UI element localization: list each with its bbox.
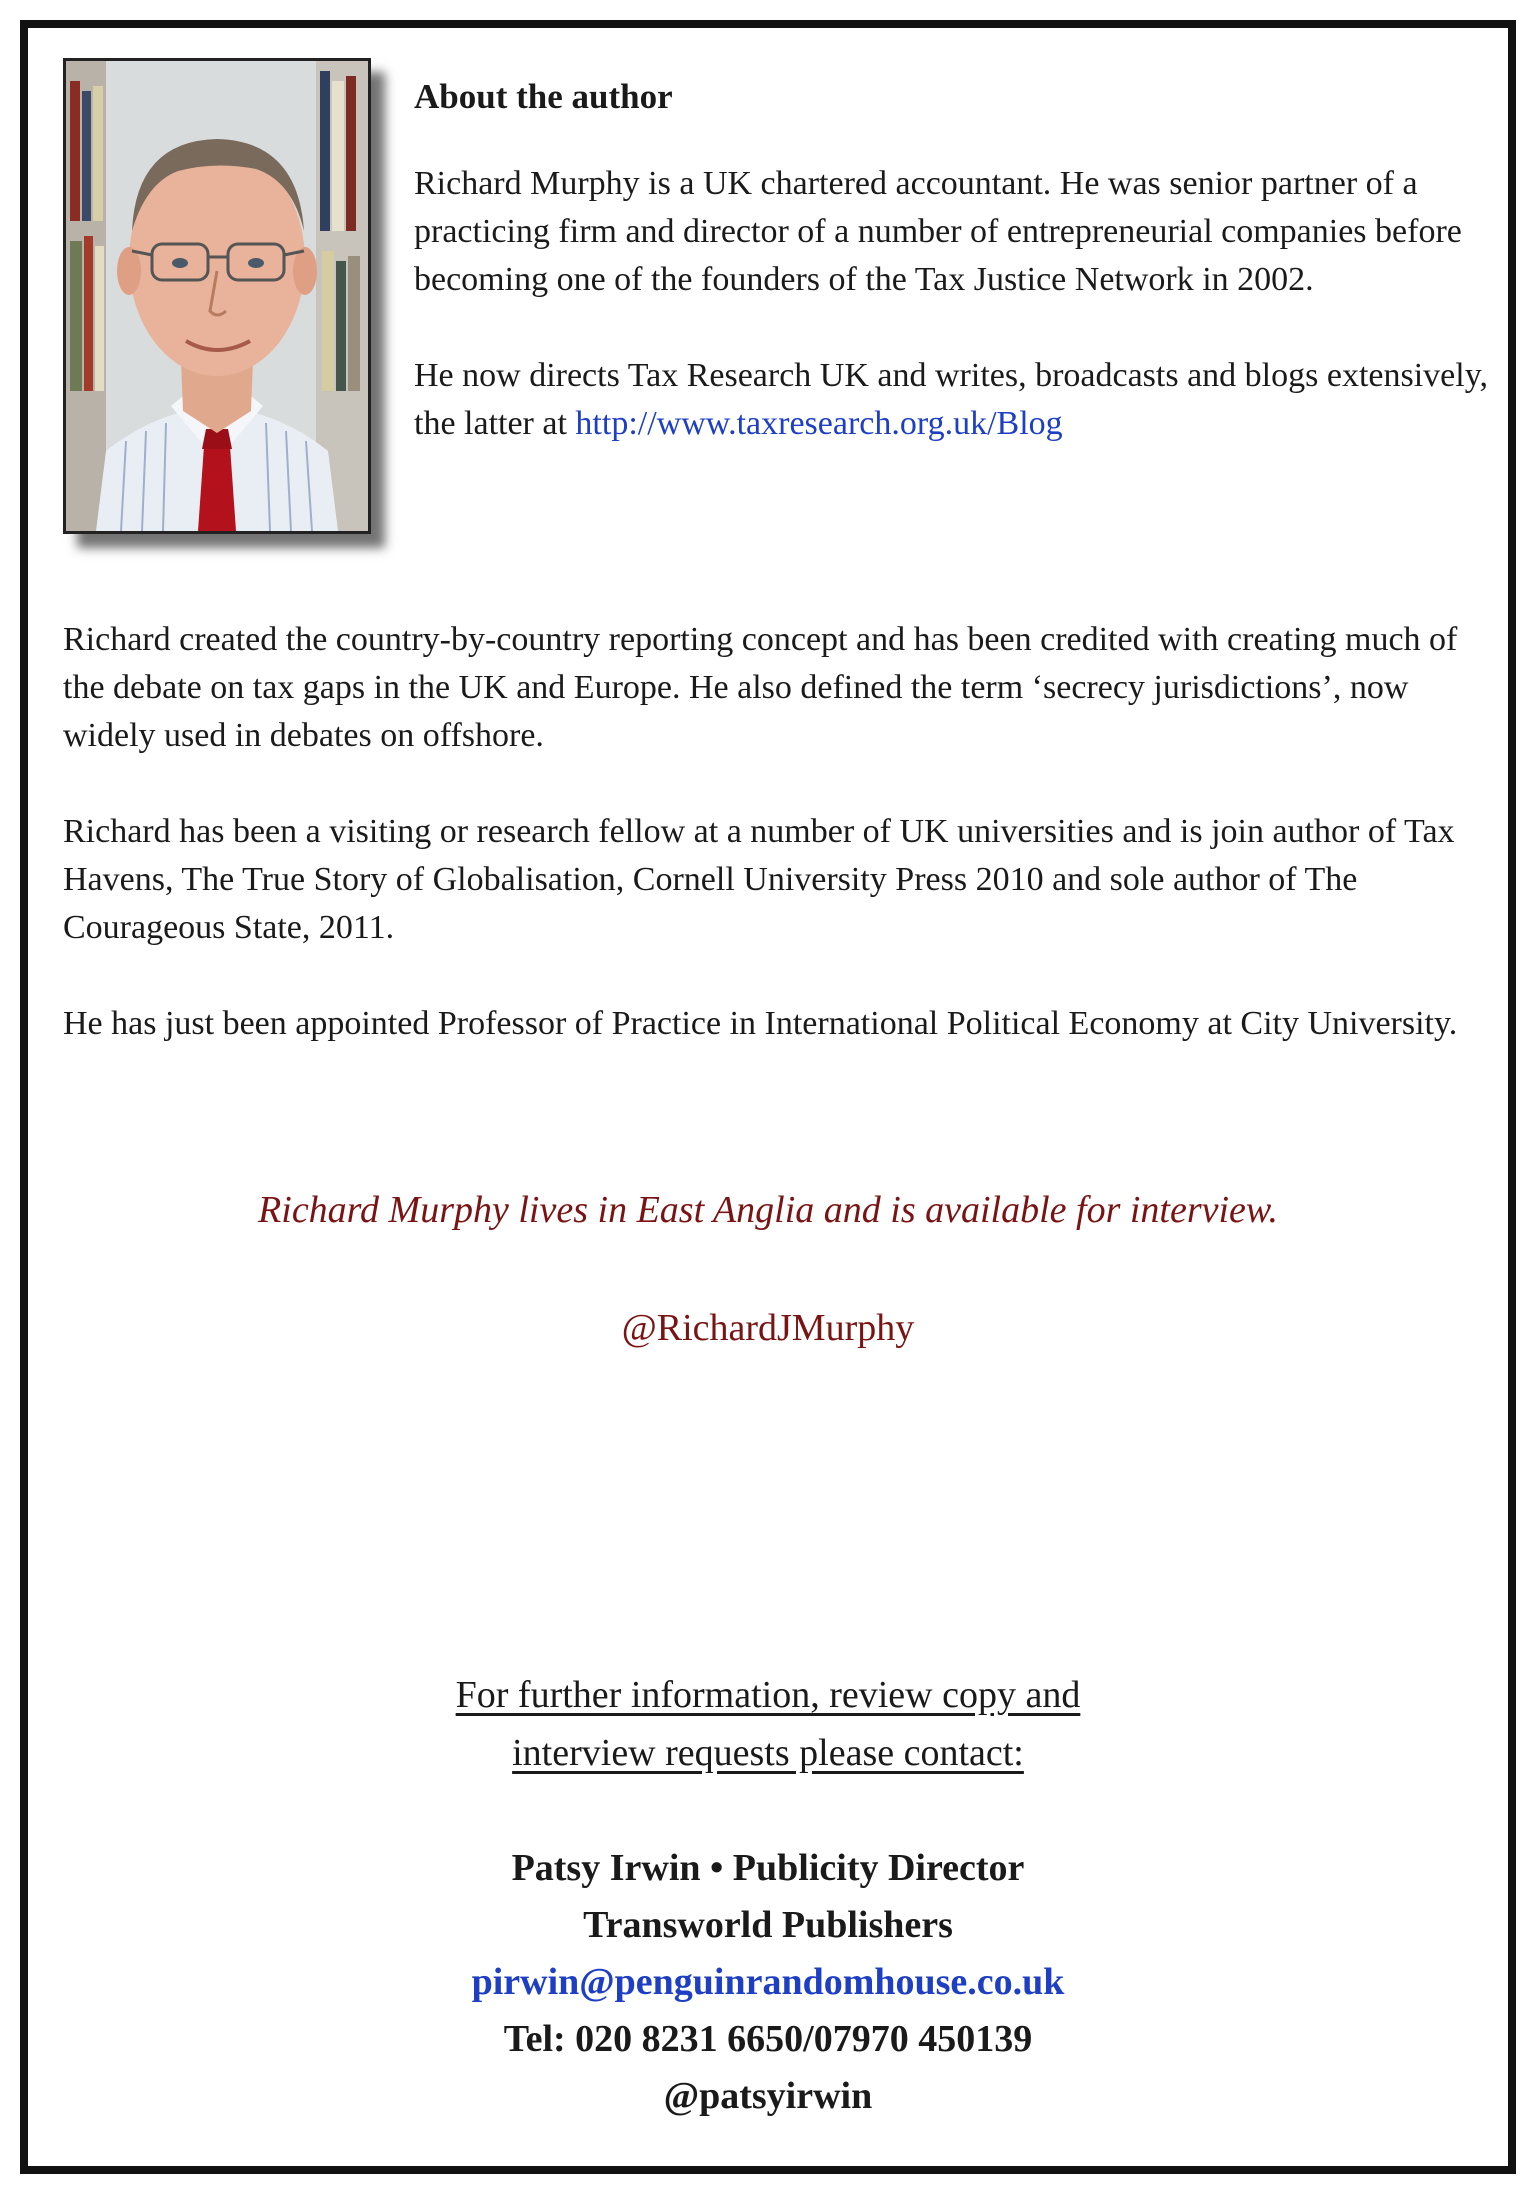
contact-lead-line-1: For further information, review copy and <box>455 1674 1081 1716</box>
bio-paragraph-3: Richard created the country-by-country reporting concept and has been credited with creating much of the debate on tax gaps in the UK and Europe. He also defined the term ‘secrecy jurisdictions’, now widely used in debates on offshore. <box>63 621 1458 754</box>
bio-paragraph-4: Richard has been a visiting or research fellow at a number of UK universities and is join author of Tax Havens, The True Story of Globalisation, Cornell University Press 2010 and sole author of The Courageous State, 2011. <box>63 813 1455 946</box>
contact-publisher: Transworld Publishers <box>583 1904 953 1946</box>
about-heading: About the author <box>414 77 673 116</box>
about-section <box>414 76 1494 496</box>
contact-name-title: Patsy Irwin • Publicity Director <box>511 1847 1025 1889</box>
contact-twitter[interactable]: @patsyirwin <box>663 2075 873 2117</box>
availability-note: Richard Murphy lives in East Anglia and is available for interview. <box>258 1189 1278 1231</box>
bio-paragraph-5: He has just been appointed Professor of Practice in International Political Economy at City University. <box>63 1005 1458 1042</box>
contact-lead <box>28 1666 1508 1782</box>
contact-email-link[interactable]: pirwin@penguinrandomhouse.co.uk <box>471 1961 1065 2003</box>
author-twitter-handle[interactable]: @RichardJMurphy <box>621 1307 915 1349</box>
bio-body <box>63 616 1483 1096</box>
about-paragraph-1: Richard Murphy is a UK chartered accountant. He was senior partner of a practicing firm and director of a number of entrepreneurial companies before becoming one of the founders of the Tax Justice Network in 2002. <box>414 165 1462 298</box>
contact-phone: Tel: 020 8231 6650/07970 450139 <box>503 2018 1033 2060</box>
page-frame <box>20 20 1516 2174</box>
contact-lead-line-2: interview requests please contact: <box>512 1732 1024 1774</box>
about-paragraph-2 <box>414 352 1494 448</box>
contact-details <box>28 1840 1508 2125</box>
author-portrait <box>63 58 371 534</box>
blog-link[interactable]: http://www.taxresearch.org.uk/Blog <box>575 405 1063 442</box>
about-paragraph-2-text: He now directs Tax Research UK and writes, broadcasts and blogs extensively, the latter at <box>414 357 1488 442</box>
